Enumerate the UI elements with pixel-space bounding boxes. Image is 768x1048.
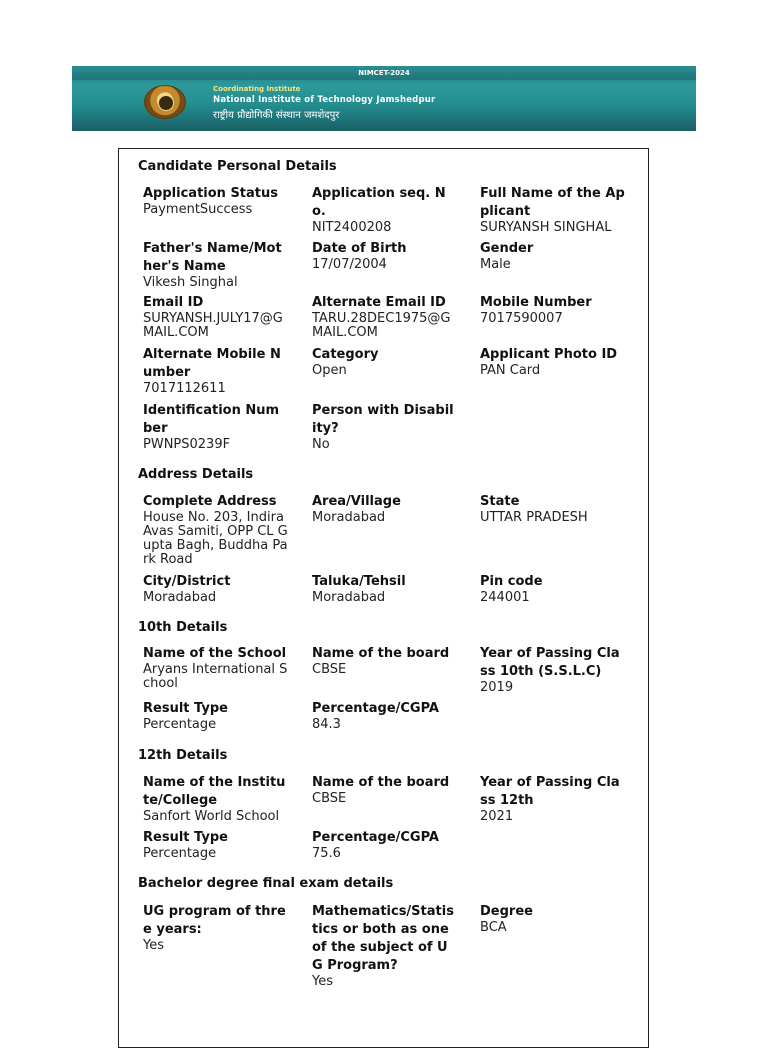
field-ug-program bbox=[143, 903, 288, 953]
field-school-name bbox=[143, 645, 288, 691]
field-10th-year bbox=[480, 645, 625, 695]
field-value: Moradabad bbox=[312, 590, 386, 605]
field-value: 84.3 bbox=[312, 717, 341, 732]
field-category bbox=[312, 346, 457, 378]
field-label: Alternate Mobile Number bbox=[143, 347, 281, 380]
field-value: PWNPS0239F bbox=[143, 437, 231, 452]
field-value: 75.6 bbox=[312, 846, 341, 861]
field-label: Taluka/Tehsil bbox=[312, 574, 406, 589]
field-value: NIT2400208 bbox=[312, 220, 392, 235]
field-label: Mobile Number bbox=[480, 295, 592, 310]
field-label: Complete Address bbox=[143, 494, 277, 509]
section-address-title: Address Details bbox=[138, 467, 254, 482]
field-label: Year of Passing Class 10th (S.S.L.C) bbox=[480, 646, 620, 679]
field-label: Application Status bbox=[143, 186, 279, 201]
field-10th-percentage bbox=[312, 700, 457, 732]
field-value: 244001 bbox=[480, 590, 530, 605]
application-details-card bbox=[118, 148, 649, 1048]
field-value: Open bbox=[312, 363, 347, 378]
exam-title: NIMCET-2024 bbox=[72, 66, 696, 80]
field-label: Mathematics/Statistics or both as one of the subject of UG Program? bbox=[312, 904, 454, 973]
field-taluka bbox=[312, 573, 457, 605]
field-area-village bbox=[312, 493, 457, 525]
field-label: Area/Village bbox=[312, 494, 401, 509]
section-10th-title: 10th Details bbox=[138, 620, 228, 635]
field-disability bbox=[312, 402, 457, 452]
field-value: 17/07/2004 bbox=[312, 257, 387, 272]
field-degree bbox=[480, 903, 625, 935]
field-label: Name of the School bbox=[143, 646, 287, 661]
field-label: Result Type bbox=[143, 701, 228, 716]
field-identification-number bbox=[143, 402, 288, 452]
field-value: 2019 bbox=[480, 680, 514, 695]
field-value: 7017112611 bbox=[143, 381, 226, 396]
coordinating-label: Coordinating Institute bbox=[213, 85, 301, 93]
field-label: UG program of three years: bbox=[143, 904, 286, 937]
field-value: BCA bbox=[480, 920, 507, 935]
field-label: Category bbox=[312, 347, 379, 362]
field-value: Male bbox=[480, 257, 511, 272]
field-label: State bbox=[480, 494, 520, 509]
field-12th-board bbox=[312, 774, 457, 806]
field-label: Percentage/CGPA bbox=[312, 830, 439, 845]
field-value: SURYANSH SINGHAL bbox=[480, 220, 612, 235]
field-value: Moradabad bbox=[143, 590, 217, 605]
field-institute-name bbox=[143, 774, 288, 824]
field-label: Father's Name/Mother's Name bbox=[143, 241, 282, 274]
field-label: Identification Number bbox=[143, 403, 280, 436]
field-email bbox=[143, 294, 288, 340]
field-label: City/District bbox=[143, 574, 231, 589]
field-label: Application seq. No. bbox=[312, 186, 446, 219]
field-label: Degree bbox=[480, 904, 533, 919]
field-label: Name of the board bbox=[312, 775, 450, 790]
field-label: Date of Birth bbox=[312, 241, 407, 256]
field-pin-code bbox=[480, 573, 625, 605]
field-dob bbox=[312, 240, 457, 272]
field-10th-result-type bbox=[143, 700, 288, 732]
field-label: Applicant Photo ID bbox=[480, 347, 618, 362]
field-value: CBSE bbox=[312, 662, 347, 677]
nit-logo-icon bbox=[144, 85, 186, 119]
field-value: PAN Card bbox=[480, 363, 541, 378]
field-alternate-mobile bbox=[143, 346, 288, 396]
field-label: Email ID bbox=[143, 295, 204, 310]
field-photo-id bbox=[480, 346, 625, 378]
field-label: Gender bbox=[480, 241, 534, 256]
field-label: Person with Disability? bbox=[312, 403, 454, 436]
field-value: 2021 bbox=[480, 809, 514, 824]
field-value: Sanfort World School bbox=[143, 809, 280, 824]
field-12th-percentage bbox=[312, 829, 457, 861]
field-value: CBSE bbox=[312, 791, 347, 806]
field-12th-year bbox=[480, 774, 625, 824]
field-value: UTTAR PRADESH bbox=[480, 510, 588, 525]
field-value: Aryans International School bbox=[143, 662, 288, 691]
institute-name: National Institute of Technology Jamshedpur bbox=[213, 95, 436, 105]
field-label: Year of Passing Class 12th bbox=[480, 775, 620, 808]
field-label: Result Type bbox=[143, 830, 228, 845]
section-bachelor-title: Bachelor degree final exam details bbox=[138, 876, 394, 891]
field-value: House No. 203, Indira Avas Samiti, OPP CL Gupta Bagh, Buddha Park Road bbox=[143, 510, 288, 567]
field-value: Yes bbox=[312, 974, 333, 989]
field-full-name bbox=[480, 185, 625, 235]
field-value: No bbox=[312, 437, 330, 452]
field-value: Percentage bbox=[143, 717, 217, 732]
field-mobile bbox=[480, 294, 625, 326]
field-gender bbox=[480, 240, 625, 272]
field-12th-result-type bbox=[143, 829, 288, 861]
section-12th-title: 12th Details bbox=[138, 748, 228, 763]
field-state bbox=[480, 493, 625, 525]
field-label: Alternate Email ID bbox=[312, 295, 446, 310]
field-value: SURYANSH.JULY17@GMAIL.COM bbox=[143, 311, 283, 340]
field-value: Percentage bbox=[143, 846, 217, 861]
field-label: Full Name of the Applicant bbox=[480, 186, 625, 219]
field-value: Yes bbox=[143, 938, 164, 953]
field-value: Vikesh Singhal bbox=[143, 275, 238, 290]
field-application-seq bbox=[312, 185, 457, 235]
field-father-name bbox=[143, 240, 288, 290]
field-alternate-email bbox=[312, 294, 457, 340]
field-value: Moradabad bbox=[312, 510, 386, 525]
field-complete-address bbox=[143, 493, 288, 567]
header-banner bbox=[72, 66, 696, 131]
field-label: Pin code bbox=[480, 574, 543, 589]
field-math-statistics bbox=[312, 903, 457, 989]
field-value: TARU.28DEC1975@GMAIL.COM bbox=[312, 311, 451, 340]
section-personal-title: Candidate Personal Details bbox=[138, 159, 337, 174]
field-value: 7017590007 bbox=[480, 311, 563, 326]
field-application-status bbox=[143, 185, 288, 217]
field-label: Name of the Institute/College bbox=[143, 775, 286, 808]
field-label: Name of the board bbox=[312, 646, 450, 661]
institute-name-hindi: राष्ट्रीय प्रौद्योगिकी संस्थान जमशेदपुर bbox=[213, 110, 340, 121]
field-city bbox=[143, 573, 288, 605]
field-value: PaymentSuccess bbox=[143, 202, 253, 217]
field-label: Percentage/CGPA bbox=[312, 701, 439, 716]
field-10th-board bbox=[312, 645, 457, 677]
